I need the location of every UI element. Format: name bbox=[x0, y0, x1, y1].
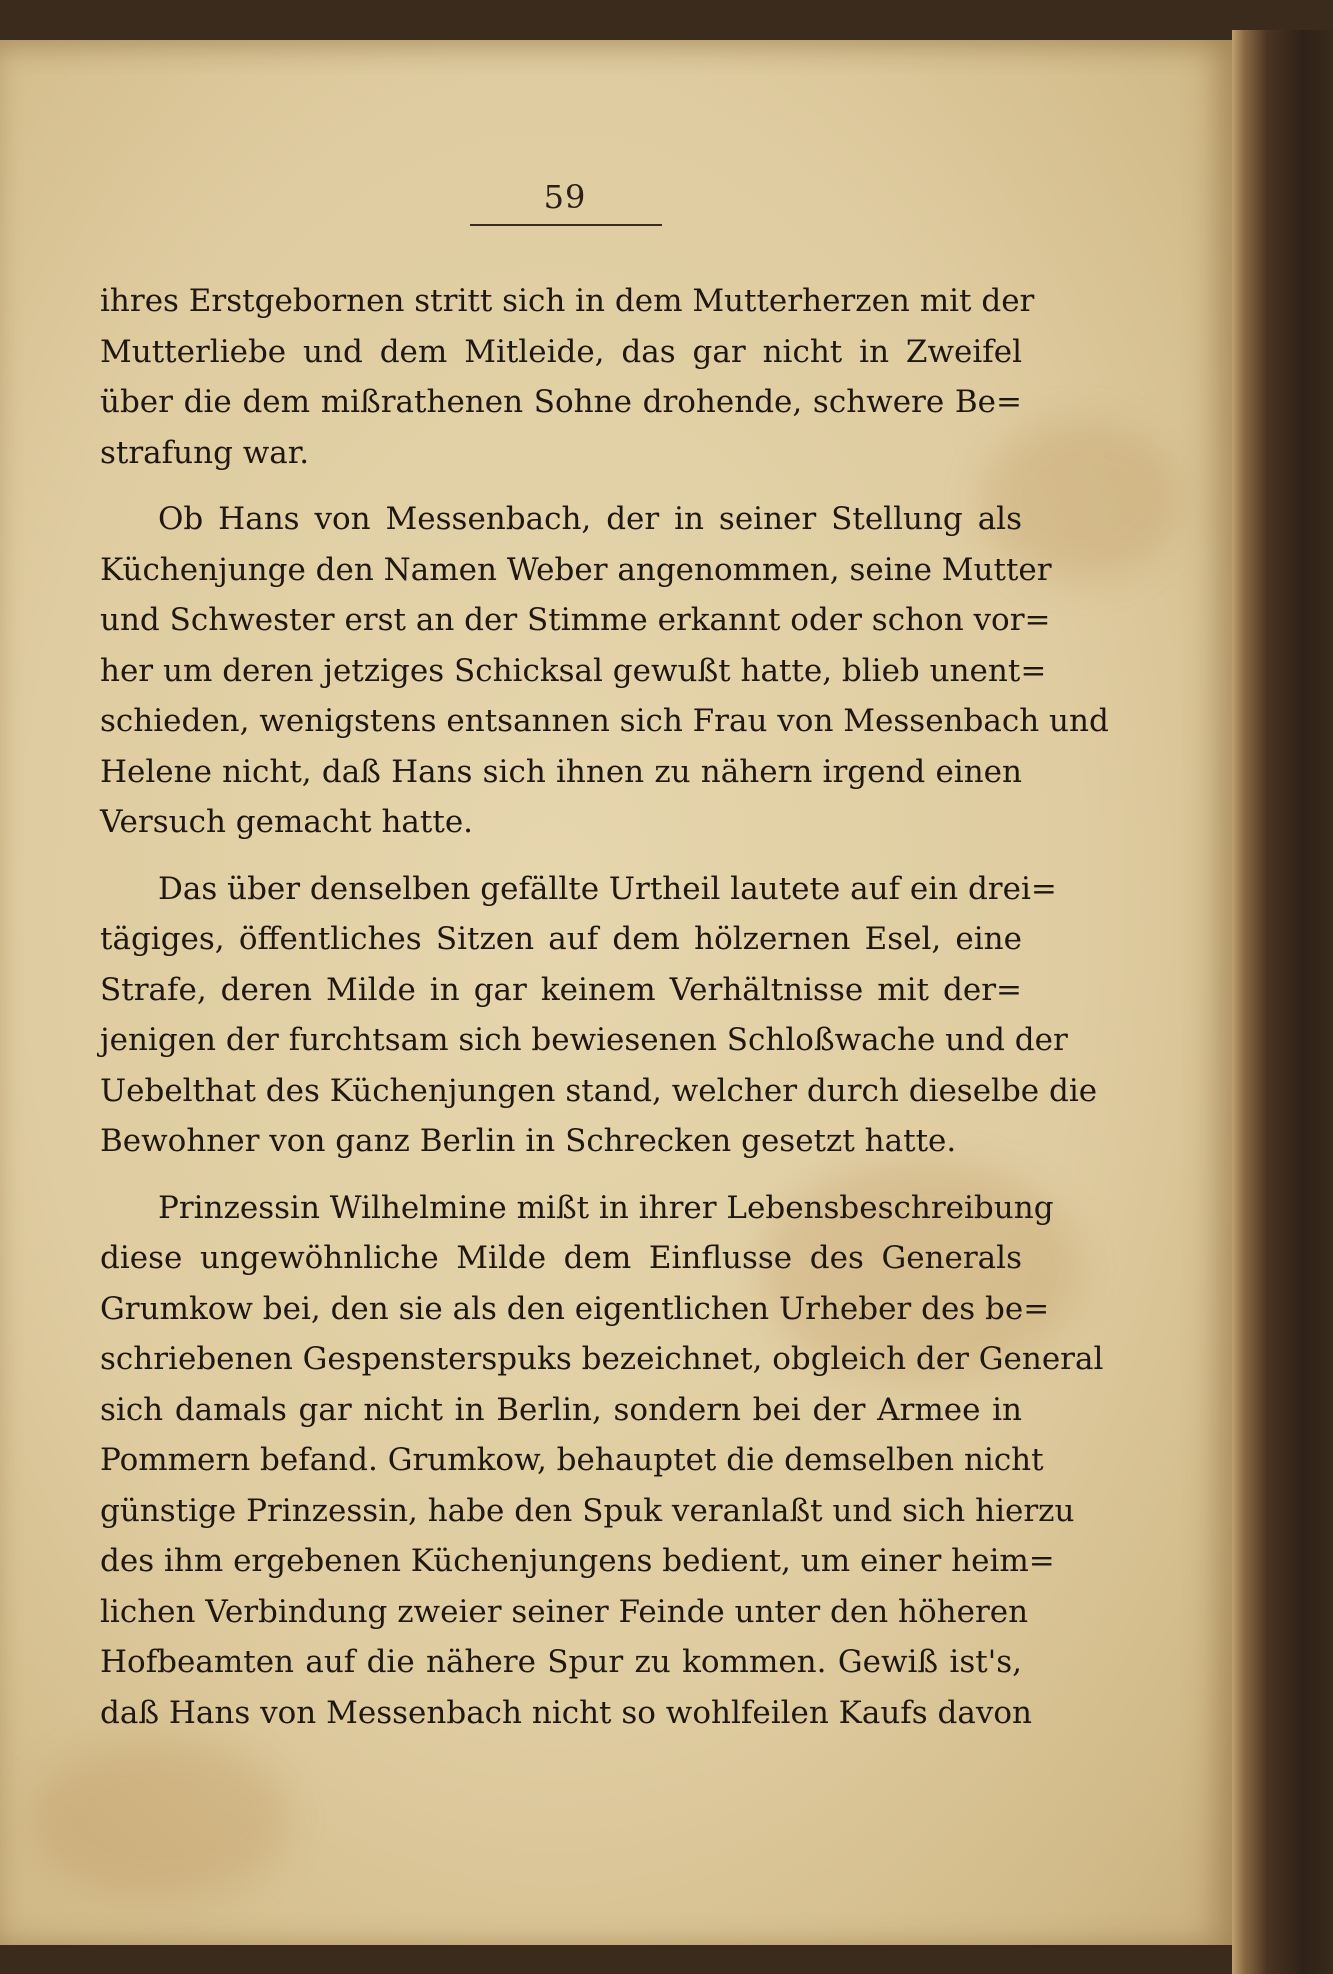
text-line: Versuch gemacht hatte. bbox=[100, 804, 474, 840]
text-line: über die dem mißrathenen Sohne drohende, schwere Be= bbox=[100, 384, 1022, 420]
text-line: und Schwester erst an der Stimme erkannt oder schon vor= bbox=[100, 602, 1051, 638]
body-text bbox=[100, 276, 1109, 1738]
page-number: 59 bbox=[543, 178, 587, 216]
text-line: Uebelthat des Küchenjungen stand, welcher durch dieselbe die bbox=[100, 1072, 1098, 1109]
text-line: strafung war. bbox=[100, 434, 310, 471]
text-line: Ob Hans von Messenbach, der in seiner Stellung als bbox=[158, 501, 1022, 537]
text-line: schriebenen Gespensterspuks bezeichnet, obgleich der General bbox=[100, 1341, 1104, 1377]
text-line: daß Hans von Messenbach nicht so wohlfeilen Kaufs davon bbox=[100, 1694, 1032, 1731]
text-line: Grumkow bei, den sie als den eigentlichen Urheber des be= bbox=[100, 1290, 1050, 1327]
paragraph bbox=[100, 864, 1098, 1167]
text-line: schieden, wenigstens entsannen sich Frau von Messenbach und bbox=[100, 703, 1109, 739]
paragraph-gap bbox=[100, 848, 1022, 864]
paragraph bbox=[100, 494, 1109, 848]
header-rule bbox=[470, 224, 662, 226]
paper-stain bbox=[30, 1740, 290, 1900]
text-line: des ihm ergebenen Küchenjungens bedient, um einer heim= bbox=[100, 1543, 1055, 1579]
text-line: diese ungewöhnliche Milde dem Einflusse des Generals bbox=[100, 1240, 1022, 1276]
text-line: Das über denselben gefällte Urtheil lautete auf ein drei= bbox=[158, 870, 1057, 907]
paragraph-gap bbox=[100, 478, 1022, 494]
book-spine bbox=[1232, 30, 1333, 1974]
text-line: Pommern befand. Grumkow, behauptet die demselben nicht bbox=[100, 1442, 1044, 1478]
text-line: sich damals gar nicht in Berlin, sondern bei der Armee in bbox=[100, 1391, 1022, 1428]
text-line: Küchenjunge den Namen Weber angenommen, seine Mutter bbox=[100, 551, 1052, 588]
text-line: Bewohner von ganz Berlin in Schrecken gesetzt hatte. bbox=[100, 1123, 957, 1159]
text-line: Prinzessin Wilhelmine mißt in ihrer Lebensbeschreibung bbox=[158, 1189, 1054, 1226]
text-line: ihres Erstgebornen stritt sich in dem Mutterherzen mit der bbox=[100, 283, 1035, 319]
text-line: jenigen der furchtsam sich bewiesenen Schloßwache und der bbox=[100, 1022, 1068, 1058]
text-line: tägiges, öffentliches Sitzen auf dem hölzernen Esel, eine bbox=[100, 921, 1022, 957]
text-line: lichen Verbindung zweier seiner Feinde unter den höheren bbox=[100, 1593, 1029, 1630]
paragraph bbox=[100, 276, 1035, 478]
paragraph-gap bbox=[100, 1167, 1022, 1183]
text-line: günstige Prinzessin, habe den Spuk veranlaßt und sich hierzu bbox=[100, 1492, 1075, 1529]
paragraph bbox=[100, 1183, 1104, 1739]
text-line: Strafe, deren Milde in gar keinem Verhältnisse mit der= bbox=[100, 971, 1022, 1008]
text-line: her um deren jetziges Schicksal gewußt hatte, blieb unent= bbox=[100, 652, 1047, 689]
text-line: Hofbeamten auf die nähere Spur zu kommen. Gewiß ist's, bbox=[100, 1644, 1022, 1680]
text-line: Helene nicht, daß Hans sich ihnen zu nähern irgend einen bbox=[100, 753, 1022, 790]
text-line: Mutterliebe und dem Mitleide, das gar nicht in Zweifel bbox=[100, 333, 1022, 370]
